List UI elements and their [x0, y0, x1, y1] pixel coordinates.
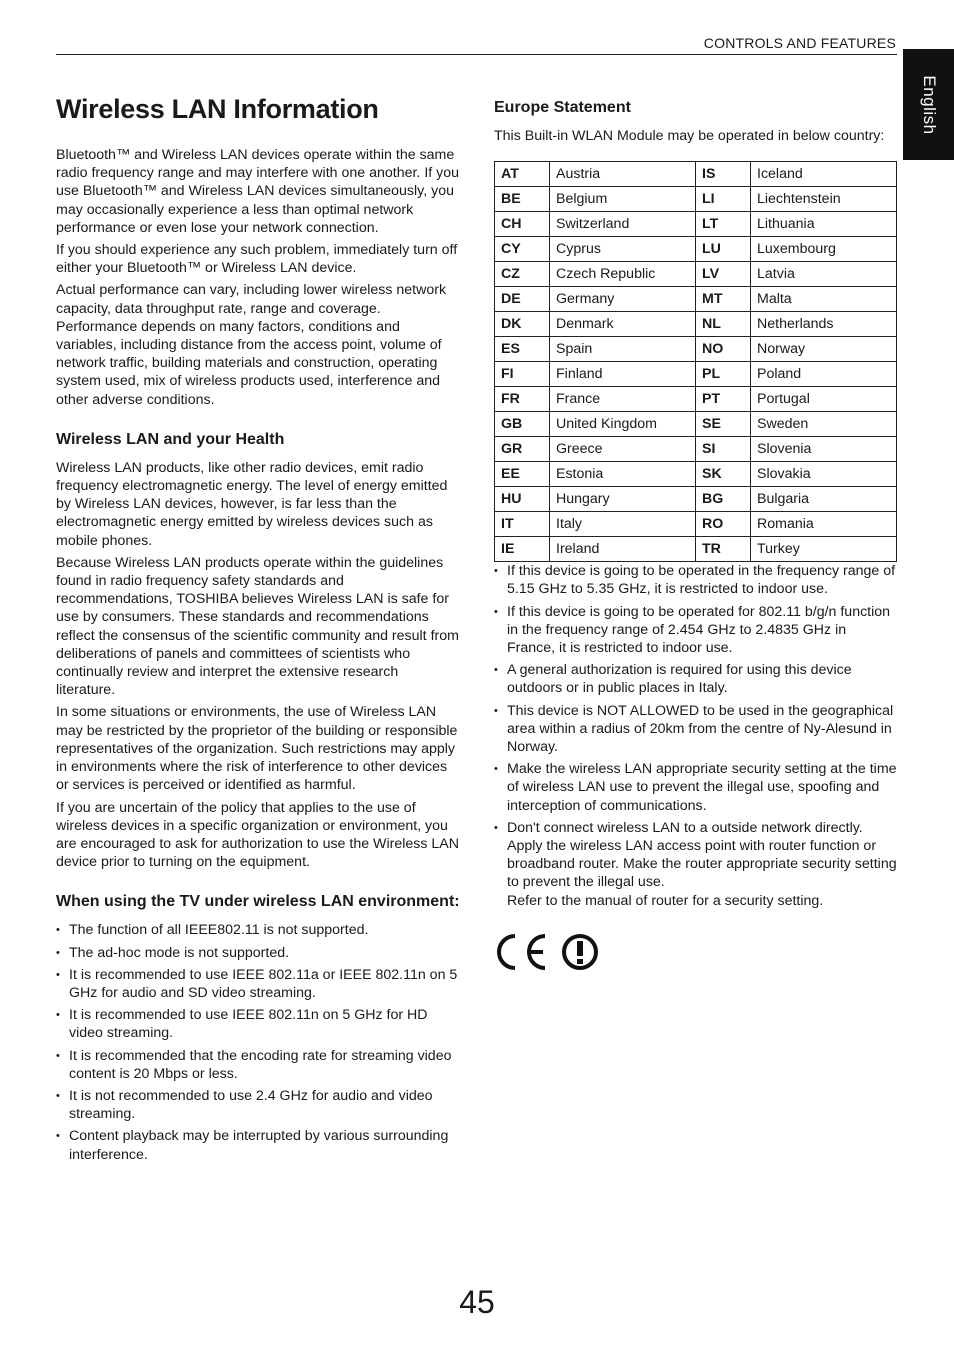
list-item: • Content playback may be interrupted by various surrounding interference.: [56, 1127, 460, 1163]
country-code: LV: [696, 262, 751, 287]
table-row: [495, 462, 897, 487]
table-row: [495, 187, 897, 212]
intro-paragraph: Actual performance can vary, including lower wireless network capacity, data throughput rate, range and coverage. Performance depends on many factors, conditions and variables, including distance from the access point, volume of network traffic, building materials and construction, operating system used, mix of wireless products used, interference and other adverse conditions.: [56, 282, 447, 408]
country-name: Slovenia: [751, 437, 897, 462]
country-name: Norway: [751, 337, 897, 362]
country-code: FR: [495, 387, 550, 412]
list-item: • The function of all IEEE802.11 is not supported.: [56, 921, 460, 939]
country-name: Spain: [550, 337, 696, 362]
europe-heading: Europe Statement: [494, 99, 631, 116]
table-row: [495, 287, 897, 312]
alert-class2-icon: [564, 936, 596, 968]
country-code: CZ: [495, 262, 550, 287]
ce-mark-icon: [494, 930, 604, 974]
country-code: PT: [696, 387, 751, 412]
list-item: • Make the wireless LAN appropriate security setting at the time of wireless LAN use to prevent the illegal use, spoofing and interception of communications.: [494, 760, 898, 815]
certification-logos: [494, 930, 898, 980]
country-name: Hungary: [550, 487, 696, 512]
health-paragraph: Because Wireless LAN products operate within the guidelines found in radio frequency safety standards and recommendations, TOSHIBA believes Wireless LAN is safe for use by consumers. These standards and recommendations reflect the consensus of the scientific community and result from deliberations of panels and committees of scientists who continually review and interpret the extensive research literature.: [56, 554, 459, 699]
list-item: • It is not recommended to use 2.4 GHz for audio and video streaming.: [56, 1087, 460, 1123]
country-name: Italy: [550, 512, 696, 537]
country-code: HU: [495, 487, 550, 512]
country-code: MT: [696, 287, 751, 312]
table-row: [495, 437, 897, 462]
country-code: PL: [696, 362, 751, 387]
right-column: [494, 98, 898, 980]
country-name: Luxembourg: [751, 237, 897, 262]
table-row: [495, 162, 897, 187]
country-name: United Kingdom: [550, 412, 696, 437]
country-name: Czech Republic: [550, 262, 696, 287]
country-name: Sweden: [751, 412, 897, 437]
country-code: EE: [495, 462, 550, 487]
country-name: Lithuania: [751, 212, 897, 237]
country-code: IE: [495, 537, 550, 562]
intro-paragraph: Bluetooth™ and Wireless LAN devices operate within the same radio frequency range and may interfere with one another. If you use Bluetooth™ and Wireless LAN devices simultaneously, you may occasionally experience a less than optimal network performance or even lose your network connection.: [56, 147, 460, 236]
country-name: Austria: [550, 162, 696, 187]
table-row: [495, 412, 897, 437]
language-tab-label: English: [919, 74, 939, 135]
language-tab[interactable]: [903, 49, 954, 160]
country-code: SK: [696, 462, 751, 487]
health-paragraph: If you are uncertain of the policy that applies to the use of wireless devices in a specific organization or environment, you are encouraged to ask for authorization to use the Wireless LAN device prior to turning on the equipment.: [56, 799, 459, 871]
country-code: FI: [495, 362, 550, 387]
country-name: Belgium: [550, 187, 696, 212]
section-label: CONTROLS AND FEATURES: [703, 35, 896, 51]
list-item: • Don't connect wireless LAN to a outside network directly. Apply the wireless LAN access point with router function or broadband router. Make the router appropriate security setting to prevent the illegal use. Refer to the manual of router for a security setting.: [494, 819, 898, 910]
health-heading: Wireless LAN and your Health: [56, 430, 285, 448]
country-code: CH: [495, 212, 550, 237]
country-code: LI: [696, 187, 751, 212]
country-name: Romania: [751, 512, 897, 537]
country-table: [494, 161, 897, 562]
table-row: [495, 487, 897, 512]
country-code: DE: [495, 287, 550, 312]
country-name: Finland: [550, 362, 696, 387]
tv-bullet-list: [56, 921, 460, 1163]
country-code: IT: [495, 512, 550, 537]
country-code: LU: [696, 237, 751, 262]
country-name: Turkey: [751, 537, 897, 562]
table-row: [495, 512, 897, 537]
list-item: • If this device is going to be operated for 802.11 b/g/n function in the frequency range of 2.454 GHz to 2.4835 GHz in France, it is restricted to indoor use.: [494, 603, 898, 658]
country-code: IS: [696, 162, 751, 187]
list-item: • A general authorization is required for using this device outdoors or in public places in Italy.: [494, 661, 898, 697]
country-code: RO: [696, 512, 751, 537]
europe-intro: This Built-in WLAN Module may be operated in below country:: [494, 128, 885, 144]
country-name: Liechtenstein: [751, 187, 897, 212]
country-code: BG: [696, 487, 751, 512]
country-code: LT: [696, 212, 751, 237]
list-item: • If this device is going to be operated in the frequency range of 5.15 GHz to 5.35 GHz, it is restricted to indoor use.: [494, 562, 898, 598]
health-paragraph: Wireless LAN products, like other radio devices, emit radio frequency electromagnetic energy. The level of energy emitted by Wireless LAN devices, however, is far less than the electromagnetic energy emitted by wireless devices such as mobile phones.: [56, 459, 448, 549]
country-name: Switzerland: [550, 212, 696, 237]
country-code: ES: [495, 337, 550, 362]
country-name: France: [550, 387, 696, 412]
country-name: Bulgaria: [751, 487, 897, 512]
table-row: [495, 262, 897, 287]
country-name: Ireland: [550, 537, 696, 562]
page-number: 45: [459, 1284, 495, 1320]
list-item: • It is recommended that the encoding rate for streaming video content is 20 Mbps or less.: [56, 1047, 460, 1083]
country-code: BE: [495, 187, 550, 212]
country-code: GB: [495, 412, 550, 437]
table-row: [495, 387, 897, 412]
tv-heading: When using the TV under wireless LAN environment:: [56, 893, 460, 911]
country-code: NL: [696, 312, 751, 337]
europe-bullet-list: [494, 562, 898, 910]
list-item: • The ad-hoc mode is not supported.: [56, 944, 460, 962]
country-name: Latvia: [751, 262, 897, 287]
country-code: AT: [495, 162, 550, 187]
country-name: Malta: [751, 287, 897, 312]
country-name: Denmark: [550, 312, 696, 337]
country-name: Netherlands: [751, 312, 897, 337]
table-row: [495, 312, 897, 337]
health-paragraph: In some situations or environments, the use of Wireless LAN may be restricted by the proprietor of the building or responsible representatives of the organization. Such restrictions may apply in environments where the risk of interference to other devices or services is perceived or identified as harmful.: [56, 704, 458, 794]
country-name: Poland: [751, 362, 897, 387]
country-code: TR: [696, 537, 751, 562]
header-rule: [56, 54, 897, 55]
intro-paragraph: If you should experience any such problem, immediately turn off either your Bluetooth™ or Wireless LAN device.: [56, 242, 458, 277]
table-row: [495, 337, 897, 362]
country-name: Iceland: [751, 162, 897, 187]
table-row: [495, 537, 897, 562]
country-code: CY: [495, 237, 550, 262]
country-name: Germany: [550, 287, 696, 312]
country-code: SI: [696, 437, 751, 462]
country-code: NO: [696, 337, 751, 362]
country-code: DK: [495, 312, 550, 337]
country-name: Estonia: [550, 462, 696, 487]
list-item: • It is recommended to use IEEE 802.11n on 5 GHz for HD video streaming.: [56, 1006, 460, 1042]
page-title: Wireless LAN Information: [56, 94, 379, 124]
country-name: Cyprus: [550, 237, 696, 262]
country-name: Slovakia: [751, 462, 897, 487]
list-item: • It is recommended to use IEEE 802.11a or IEEE 802.11n on 5 GHz for audio and SD video streaming.: [56, 966, 460, 1002]
left-column: [56, 94, 460, 1168]
table-row: [495, 212, 897, 237]
country-code: SE: [696, 412, 751, 437]
country-name: Greece: [550, 437, 696, 462]
table-row: [495, 237, 897, 262]
list-item: • This device is NOT ALLOWED to be used in the geographical area within a radius of 20km from the centre of Ny-Alesund in Norway.: [494, 702, 898, 757]
table-row: [495, 362, 897, 387]
country-name: Portugal: [751, 387, 897, 412]
country-code: GR: [495, 437, 550, 462]
